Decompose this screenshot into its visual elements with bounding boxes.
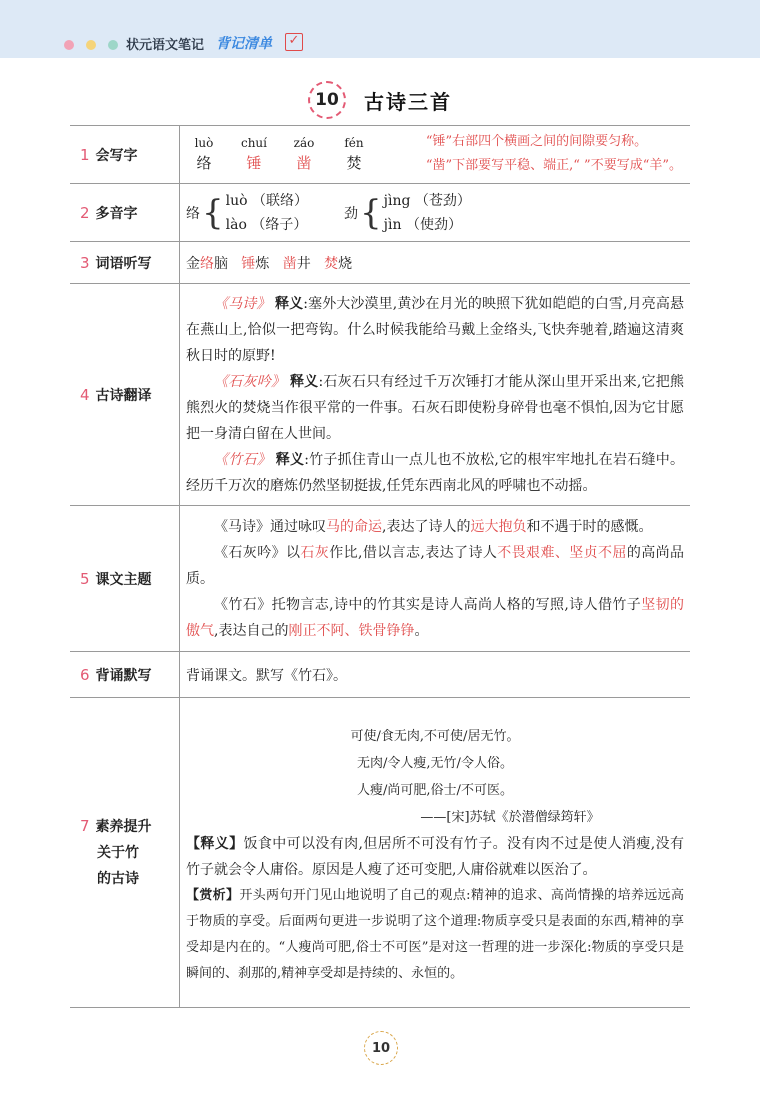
brand-accent: 背记清单 [216,36,272,52]
row-write-chars [70,126,690,184]
row-label: 4 古诗翻译 [70,284,180,506]
polyphone-jin: 劲 { jìng （苍劲） jìn （使劲） [344,192,471,233]
dot-pink [64,40,74,50]
translation-zhushi: 《竹石》 释义:竹子抓住青山一点儿也不放松,它的根牢牢地扎在岩石缝中。经历千万次的磨炼仍然坚韧挺拔,任凭东西南北风的呼啸也不动摇。 [186,451,685,494]
theme-zhushi: 《竹石》托物言志,诗中的竹其实是诗人高尚人格的写照,诗人借竹子坚韧的傲气,表达自己的刚正不阿、铁骨铮铮。 [186,596,684,639]
page-number: 10 [364,1031,398,1065]
row-content [180,698,691,1008]
row-label: 1 会写字 [70,126,180,184]
row-recite [70,652,690,698]
translation-shihui: 《石灰吟》 释义:石灰石只有经过千万次锤打才能从深山里开采出来,它把熊熊烈火的焚烧当作很平常的一件事。石灰石即使粉身碎骨也毫不惧怕,因为它甘愿把一身清白留在人世间。 [186,373,685,442]
poem-explanation: 【释义】饭食中可以没有肉,但居所不可没有竹子。没有肉不过是使人消瘦,没有竹子就会令人庸俗。原因是人瘦了还可变肥,人庸俗就难以医治了。 [186,835,684,878]
row-label: 7 素养提升 关于竹 的古诗 [70,698,180,1008]
dot-teal [108,40,118,50]
row-content [180,184,691,242]
notes-table [70,125,690,1008]
pinyin-row: luò chuí záo fén [194,136,364,150]
poem-appreciation: 【赏析】开头两句开门见山地说明了自己的观点:精神的追求、高尚情操的培养远远高于物质的享受。后面两句更进一步说明了这个道理:物质享受只是表面的东西,精神的享受却是内在的。“人瘦尚可肥,俗士不可医”是对这一哲理的进一步深化:物质的享受只是瞬间的、刹那的,精神享受却是持续的、永恒的。 [186,887,684,981]
row-translation [70,284,690,506]
row-label: 6 背诵默写 [70,652,180,698]
lesson-number-badge: 10 [308,81,346,119]
row-content [180,126,691,184]
bamboo-poem: 可使/食无肉,不可使/居无竹。 无肉/令人瘦,无竹/令人俗。 人瘦/尚可肥,俗士/不可医。 ——[宋]苏轼《於潜僧绿筠轩》 [186,719,684,831]
lesson-title: 古诗三首 [364,89,452,114]
dot-yellow [86,40,96,50]
check-icon: ✓ [285,33,303,51]
brand-title: 状元语文笔记 [126,38,205,53]
row-content: 金络脑 锤炼 凿井 焚烧 [180,242,691,284]
decor-dots [64,40,118,50]
row-label: 2 多音字 [70,184,180,242]
chars-row: 络 锤 凿 焚 [196,154,362,172]
row-dictation [70,242,690,284]
row-extension [70,698,690,1008]
polyphone-luo: 络 { luò （联络） lào （络子） [186,192,309,233]
row-label: 3 词语听写 [70,242,180,284]
row-content [180,284,691,506]
row-content [180,506,691,652]
writing-notes: “锤”右部四个横画之间的间隙要匀称。 “凿”下部要写平稳、端正,“ ”不要写成“羊”。 [425,134,682,173]
row-content: 背诵课文。默写《竹石》。 [180,652,691,698]
row-theme [70,506,690,652]
header-bar [0,0,760,58]
translation-ma: 《马诗》 释义:塞外大沙漠里,黄沙在月光的映照下犹如皑皑的白雪,月亮高悬在燕山上,恰似一把弯钩。什么时候我能给马戴上金络头,飞快奔驰着,踏遍这清爽秋日时的原野! [186,295,685,364]
row-polyphones [70,184,690,242]
lesson-header [0,78,760,122]
theme-ma: 《马诗》通过咏叹马的命运,表达了诗人的远大抱负和不遇于时的感慨。 [214,518,653,535]
poem-source: ——[宋]苏轼《於潜僧绿筠轩》 [420,809,600,825]
row-label: 5 课文主题 [70,506,180,652]
theme-shihui: 《石灰吟》以石灰作比,借以言志,表达了诗人不畏艰难、坚贞不屈的高尚品质。 [186,544,685,587]
